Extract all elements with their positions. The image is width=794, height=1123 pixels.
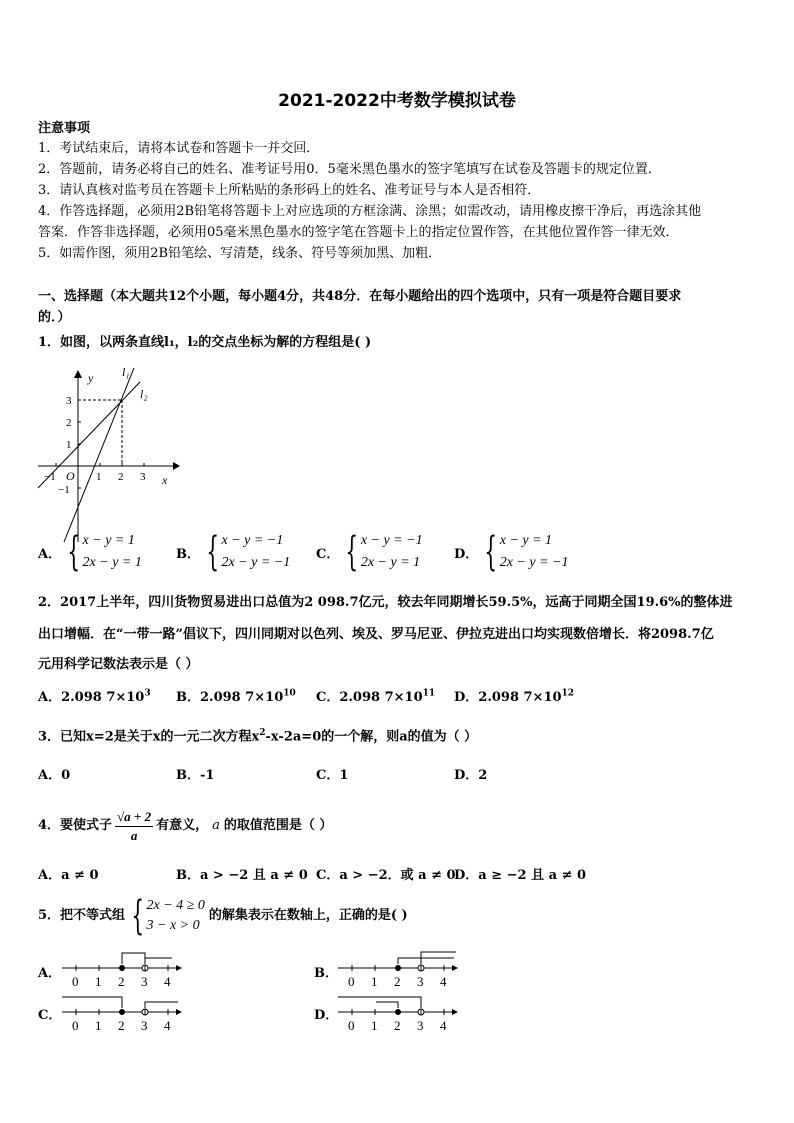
l2-label: l₂ [140, 387, 148, 401]
numberline-tick-label: 4 [440, 1018, 447, 1033]
option-text: 2.098 7×10 [61, 690, 145, 705]
x-tick: −1 [44, 471, 56, 483]
q5-option-d-label[interactable]: D． [314, 1008, 339, 1023]
notice-item: 2．答题前，请务必将自己的姓名、准考证号用0．5毫米黑色墨水的签字笔填写在试卷及答题卡的规定位置． [38, 162, 661, 177]
option-label: A． [38, 690, 62, 705]
option-label: B． [176, 546, 200, 562]
brace-icon: { [67, 529, 81, 575]
q5-option-d-numberline[interactable] [336, 992, 461, 1036]
numberline-tick-label: 4 [440, 974, 447, 989]
equation: 2x − y = 1 [360, 555, 421, 570]
section-heading-cont: 的．） [38, 310, 71, 325]
line-l1 [64, 368, 134, 542]
denominator: a [130, 827, 138, 843]
numberline-tick-label: 1 [371, 974, 378, 989]
q1-stem: 1．如图，以两条直线l₁，l₂的交点坐标为解的方程组是( ) [38, 335, 372, 350]
option-label: A． [38, 546, 62, 562]
equation: x − y = −1 [221, 533, 284, 548]
x-tick: 3 [140, 471, 146, 483]
notice-item: 5．如需作图，须用2B铅笔绘、写清楚，线条、符号等须加黑、加粗． [38, 246, 442, 261]
exponent: 10 [283, 688, 296, 699]
notice-item: 3．请认真核对监考员在答题卡上所粘贴的条形码上的姓名、准考证号与本人是否相符． [38, 183, 541, 198]
x-tick: 2 [118, 471, 124, 483]
q5-option-a-numberline[interactable] [60, 948, 185, 992]
section-heading: 一、选择题（本大题共12个小题，每小题4分，共48分．在每小题给出的四个选项中，只有一项是符合题目要求 [38, 289, 682, 304]
q1-graph [30, 362, 180, 550]
notice-item: 1．考试结束后，请将本试卷和答题卡一并交回． [38, 141, 320, 156]
q2-option-c[interactable] [316, 686, 435, 705]
option-label: B． [176, 690, 200, 705]
q1-option-d[interactable] [454, 530, 569, 574]
q1-option-c[interactable] [316, 530, 423, 574]
x-axis-label: x [162, 473, 168, 487]
notice-item: 答案．作答非选择题，必须用05毫米黑色墨水的签字笔在答题卡上的指定位置作答，在其他位置作答一律无效． [38, 225, 679, 240]
numberline-tick-label: 0 [348, 974, 355, 989]
q1-option-b[interactable] [176, 530, 290, 574]
q2-option-a[interactable] [38, 686, 151, 705]
exponent: 11 [422, 688, 436, 699]
q5-stem-part: 5．把不等式组 [38, 908, 126, 923]
q3-stem [38, 724, 477, 746]
notice-item: 4．作答选择题，必须用2B铅笔将答题卡上对应选项的方框涂满、涂黑；如需改动，请用橡皮擦干净后，再选涂其他 [38, 204, 702, 219]
brace-icon: { [484, 529, 498, 575]
numberline-tick-label: 2 [394, 1018, 401, 1033]
option-text: 2.098 7×10 [339, 690, 423, 705]
notice-heading: 注意事项 [38, 121, 91, 136]
y-tick: 3 [66, 395, 72, 407]
option-label: C． [316, 546, 340, 562]
equation: x − y = 1 [82, 533, 135, 548]
q5-option-c-label[interactable]: C． [38, 1008, 62, 1023]
q5-option-b-label[interactable]: B． [314, 966, 338, 981]
q4-option-d[interactable]: D．a ≥ −2 且 a ≠ 0 [454, 868, 587, 883]
q5-stem [38, 893, 408, 939]
q5-option-b-numberline[interactable] [336, 948, 461, 992]
q4-option-b[interactable]: B．a > −2 且 a ≠ 0 [176, 868, 308, 883]
q2-option-d[interactable] [454, 686, 574, 705]
option-label: D． [454, 690, 479, 705]
numberline-tick-label: 3 [141, 974, 148, 989]
q3-stem-part: 3．已知x=2是关于x的一元二次方程x [38, 729, 260, 745]
origin-label: O [66, 469, 75, 483]
q1-option-a[interactable] [38, 530, 142, 574]
equation: x − y = −1 [360, 533, 423, 548]
exponent: 12 [561, 688, 575, 699]
brace-icon: { [131, 893, 145, 939]
q4-stem-part: 有意义， [156, 818, 209, 833]
numerator: √a + 2 [115, 808, 153, 827]
q4-stem-part: 的取值范围是（ ） [223, 818, 333, 833]
numberline-tick-label: 0 [348, 1018, 355, 1033]
l1-label: l₁ [122, 365, 130, 379]
numberline-tick-label: 4 [164, 1018, 171, 1033]
numberline-tick-label: 2 [118, 974, 125, 989]
numberline-tick-label: 1 [95, 1018, 102, 1033]
q4-stem-part: 4．要使式子 [38, 818, 113, 833]
y-tick: −1 [58, 484, 70, 496]
fraction [115, 808, 153, 845]
q2-stem: 2．2017上半年，四川货物贸易进出口总值为2 098.7亿元，较去年同期增长59.5%，远高于同期全国19.6%的整体进 [38, 595, 733, 610]
option-label: C． [316, 690, 340, 705]
numberline-tick-label: 1 [95, 974, 102, 989]
q3-option-d[interactable]: D．2 [454, 768, 488, 783]
q4-option-c[interactable]: C．a > −2．或 a ≠ 0 [316, 868, 456, 883]
brace-icon: { [345, 529, 359, 575]
page-title: 2021-2022中考数学模拟试卷 [278, 91, 516, 111]
equation: x − y = 1 [499, 533, 553, 548]
q3-option-c[interactable]: C．1 [316, 768, 349, 783]
equation: 2x − y = −1 [221, 555, 291, 570]
variable: a [212, 818, 220, 833]
q3-option-b[interactable]: B．-1 [176, 768, 215, 783]
numberline-tick-label: 4 [164, 974, 171, 989]
q4-option-a[interactable]: A．a ≠ 0 [38, 868, 99, 883]
inequality: 3 − x > 0 [146, 918, 200, 933]
x-tick: 1 [96, 471, 102, 483]
option-text: 2.098 7×10 [200, 690, 284, 705]
y-tick: 2 [66, 417, 72, 429]
y-axis-label: y [88, 371, 94, 385]
option-text: 2.098 7×10 [478, 690, 562, 705]
q5-stem-part: 的解集表示在数轴上，正确的是( ) [208, 908, 408, 923]
q3-option-a[interactable]: A．0 [38, 768, 71, 783]
brace-icon: { [206, 529, 220, 575]
numberline-tick-label: 0 [72, 974, 79, 989]
numberline-tick-label: 0 [72, 1018, 79, 1033]
option-label: D． [454, 546, 479, 562]
numberline-tick-label: 3 [141, 1018, 148, 1033]
numberline-tick-label: 3 [417, 974, 424, 989]
q2-stem-cont: 出口增幅．在“一带一路”倡议下，四川同期对以色列、埃及、罗马尼亚、伊拉克进出口均实现数倍增长．将2098.7亿 [38, 627, 714, 642]
q2-option-b[interactable] [176, 686, 296, 705]
equation: 2x − y = 1 [82, 555, 142, 570]
inequality: 2x − 4 ≥ 0 [146, 898, 205, 913]
q5-option-a-label[interactable]: A． [38, 966, 62, 981]
exponent: 2 [259, 728, 266, 738]
q3-stem-part: -x-2a=0的一个解，则a的值为（ ） [265, 729, 478, 745]
numberline-tick-label: 3 [417, 1018, 424, 1033]
q4-stem [38, 806, 332, 846]
numberline-tick-label: 1 [371, 1018, 378, 1033]
q5-option-c-numberline[interactable] [60, 992, 185, 1036]
equation: 2x − y = −1 [499, 555, 569, 570]
exponent: 3 [144, 688, 151, 699]
q2-stem-cont: 元用科学记数法表示是（ ） [38, 657, 199, 672]
numberline-tick-label: 2 [118, 1018, 125, 1033]
numberline-tick-label: 2 [394, 974, 401, 989]
y-tick: 1 [66, 439, 72, 451]
